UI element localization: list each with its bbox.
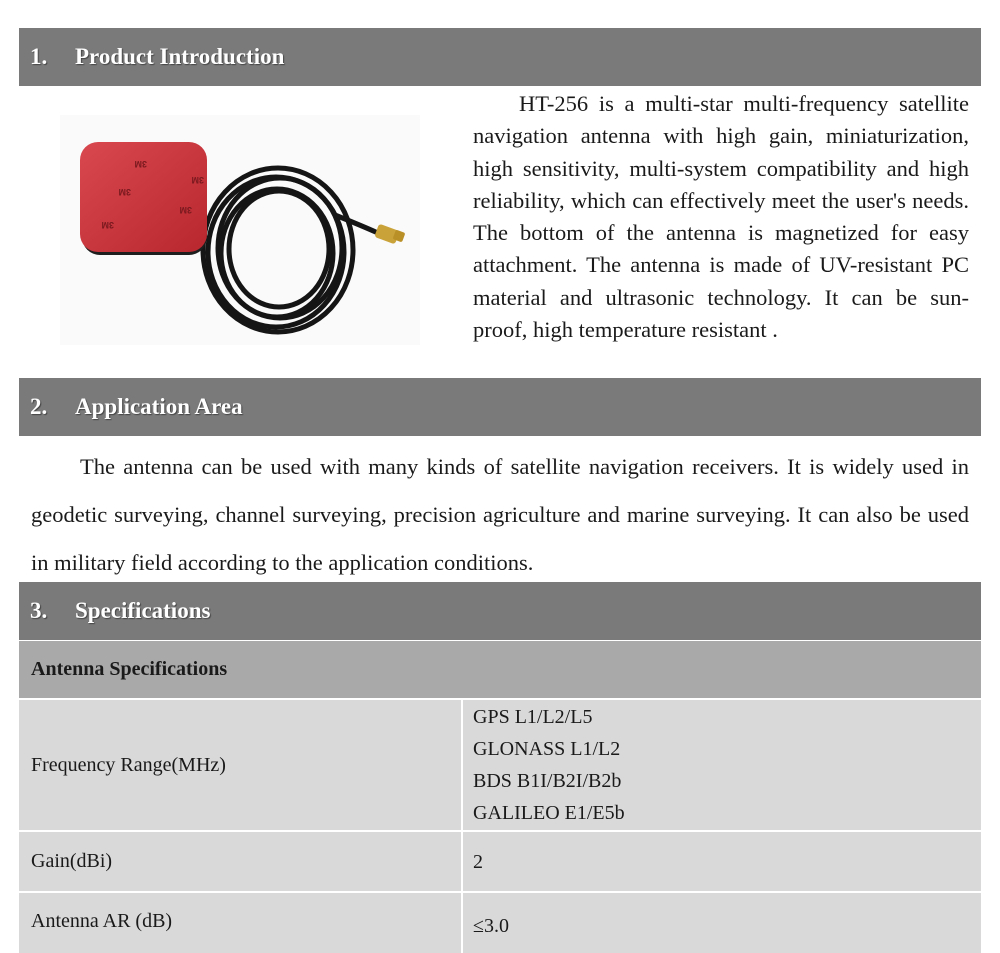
table-subheader: Antenna Specifications (19, 641, 981, 698)
section-header-specifications (19, 582, 981, 640)
product-description: HT-256 is a multi-star multi-frequency satellite navigation antenna with high gain, miniaturization, high sensitivity, multi-system compatibility and high reliability, which can effectively meet the user's needs. The bottom of the antenna is magnetized for easy attachment. The antenna is made of UV-resistant PC material and ultrasonic technology. It can be sun-proof, high temperature resistant . (473, 91, 969, 343)
sticker-label: 3M (101, 220, 114, 230)
sticker-label: 3M (179, 205, 192, 215)
spec-label: Antenna AR (dB) (31, 910, 173, 932)
spec-value-line: GLONASS L1/L2 (473, 738, 621, 760)
section-header-product-introduction (19, 28, 981, 86)
spec-label: Frequency Range(MHz) (31, 753, 226, 776)
table-row (19, 893, 981, 953)
application-description: The antenna can be used with many kinds of satellite navigation receivers. It is widely used in geodetic surveying, channel surveying, precision agriculture and marine surveying. It can also be used in military field according to the application conditions. (31, 454, 969, 575)
spec-value-line: 2 (473, 850, 483, 873)
sticker-label: 3M (118, 187, 131, 197)
spec-value-line: GPS L1/L2/L5 (473, 706, 593, 728)
spec-value (463, 893, 981, 953)
spec-label: Gain(dBi) (31, 850, 113, 872)
spec-value (463, 832, 981, 891)
spec-value-line: BDS B1I/B2I/B2b (473, 770, 622, 792)
section-title: Product Introduction (75, 44, 285, 69)
spec-value-line: ≤3.0 (473, 915, 509, 937)
section-title: Application Area (75, 394, 243, 419)
sticker-label: 3M (134, 159, 147, 169)
sticker-label: 3M (191, 175, 204, 185)
product-image (60, 115, 420, 345)
table-row (19, 700, 981, 830)
section-title: Specifications (75, 598, 211, 623)
section-number: 3. (30, 598, 48, 623)
spec-value-line: GALILEO E1/E5b (473, 802, 625, 824)
section-number: 1. (30, 44, 48, 69)
section-header-application-area (19, 378, 981, 436)
spec-value (463, 700, 981, 830)
table-row (19, 832, 981, 891)
section-number: 2. (30, 394, 48, 419)
